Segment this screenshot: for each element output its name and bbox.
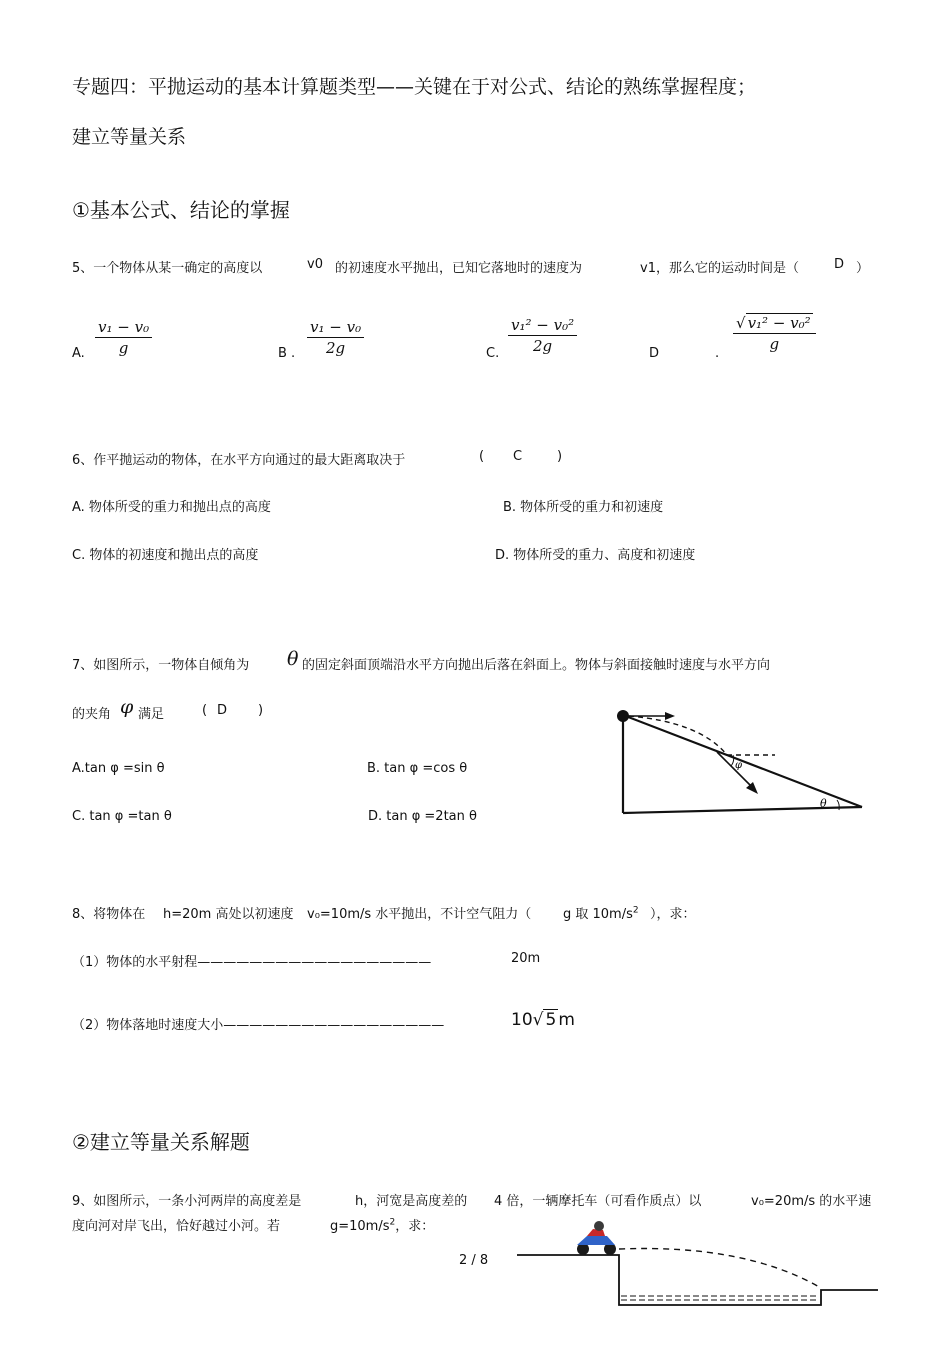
q7-line2-a: 的夹角 — [72, 707, 112, 722]
q6-option-a: A. 物体所受的重力和抛出点的高度 — [72, 500, 271, 515]
fraction-denominator: 2g — [325, 339, 346, 357]
q5-option-d-dot: . — [715, 346, 720, 361]
q8-answer-1: 20m — [511, 951, 541, 966]
q6-option-c: C. 物体的初速度和抛出点的高度 — [72, 548, 259, 563]
q5-option-c-label: C. — [486, 346, 500, 361]
q7-answer: D — [217, 703, 228, 718]
q8-part-1: （1）物体的水平射程—————————————————— — [72, 955, 432, 970]
q8-g-exp: 2 — [632, 905, 639, 916]
fraction-numerator: v₁ − v₀ — [307, 318, 364, 338]
title-line-2: 建立等量关系 — [72, 126, 187, 148]
page-number: 2 / 8 — [459, 1253, 489, 1268]
q9-stem-a: 9、如图所示，一条小河两岸的高度差是 — [72, 1194, 302, 1209]
q9-v0: v₀=20m/s 的水平速 — [751, 1194, 872, 1209]
q7-option-c: C. tan φ =tan θ — [72, 809, 172, 824]
q5-option-b-label: B . — [278, 346, 296, 361]
q7-incline-figure — [605, 700, 870, 820]
q8-stem-end: ），求： — [650, 907, 696, 922]
q5-option-c-fraction — [508, 316, 577, 355]
q5-option-d-label: D — [649, 346, 660, 361]
q6-option-d: D. 物体所受的重力、高度和初速度 — [495, 548, 696, 563]
q5-close: ） — [856, 261, 870, 276]
fraction-numerator: v₁ − v₀ — [95, 318, 152, 338]
q5-option-a-fraction — [95, 318, 152, 357]
q8-g-text: g 取 10m/s — [563, 907, 633, 922]
q7-close: ) — [258, 703, 264, 718]
q7-theta-symbol: θ — [287, 648, 299, 670]
q8-stem-a: 8、将物体在 — [72, 907, 146, 922]
q6-option-b: B. 物体所受的重力和初速度 — [503, 500, 664, 515]
q6-close: ) — [557, 449, 563, 464]
q9-line2-a: 度向河对岸飞出，恰好越过小河。若 — [72, 1219, 281, 1234]
q7-option-a: A.tan φ =sin θ — [72, 761, 165, 776]
fraction-numerator: v₁² − v₀² — [508, 316, 577, 336]
q8-part-2: （2）物体落地时速度大小————————————————— — [72, 1018, 445, 1033]
q5-v1: v1，那么它的运动时间是（ — [640, 261, 799, 276]
q6-stem: 6、作平抛运动的物体，在水平方向通过的最大距离取决于 — [72, 453, 406, 468]
answer-unit: m — [558, 1010, 575, 1030]
section-heading-1: ①基本公式、结论的掌握 — [72, 198, 290, 222]
q6-answer: C — [513, 449, 523, 464]
q7-stem-a: 7、如图所示，一物体自倾角为 — [72, 658, 250, 673]
fraction-denominator: g — [118, 339, 129, 357]
q5-stem-a: 5、一个物体从某一确定的高度以 — [72, 261, 263, 276]
q9-g-text: g=10m/s — [330, 1219, 390, 1234]
q8-answer-2: 10√ 5 m — [511, 1010, 575, 1030]
q8-g — [563, 903, 639, 922]
radicand: v₁² − v₀² — [747, 314, 811, 332]
fraction-denominator: g — [769, 335, 780, 353]
q9-four-times: 4 倍，一辆摩托车（可看作质点）以 — [494, 1194, 702, 1209]
section-heading-2: ②建立等量关系解题 — [72, 1130, 250, 1154]
title-line-1: 专题四：平抛运动的基本计算题类型——关键在于对公式、结论的熟练掌握程度； — [72, 76, 757, 98]
q8-height: h=20m 高处以初速度 — [163, 907, 294, 922]
answer-radicand: 5 — [545, 1010, 557, 1030]
q7-option-d: D. tan φ =2tan θ — [368, 809, 477, 824]
q5-stem-b: 的初速度水平抛出，已知它落地时的速度为 — [335, 261, 583, 276]
q7-phi-symbol: φ — [120, 696, 134, 718]
q9-line2-b: ，求： — [395, 1219, 435, 1234]
q9-g-exp: 2 — [389, 1217, 396, 1228]
q5-answer: D — [834, 257, 845, 272]
q6-open: ( — [479, 449, 485, 464]
q9-height: h，河宽是高度差的 — [355, 1194, 468, 1209]
q5-v0: v0 — [307, 257, 323, 272]
fraction-denominator: 2g — [532, 337, 553, 355]
ball — [617, 710, 629, 722]
fraction-numerator: √ v₁² − v₀² — [733, 314, 816, 334]
q5-option-b-fraction — [307, 318, 364, 357]
q7-line2-b: 满足 — [138, 707, 165, 722]
fig-phi-label: φ — [735, 760, 743, 771]
q7-stem-b: 的固定斜面顶端沿水平方向抛出后落在斜面上。物体与斜面接触时速度与水平方向 — [302, 658, 771, 673]
q7-option-b: B. tan φ =cos θ — [367, 761, 468, 776]
q9-g — [330, 1215, 434, 1234]
fig-theta-label: θ — [820, 797, 827, 810]
q5-option-d-fraction — [733, 314, 816, 353]
q7-open: ( — [202, 703, 208, 718]
q5-option-a-label: A. — [72, 346, 85, 361]
q9-river-figure — [515, 1218, 880, 1310]
motorcycle-icon — [577, 1221, 616, 1255]
q8-v0: v₀=10m/s 水平抛出，不计空气阻力（ — [307, 907, 532, 922]
answer-coef: 10 — [511, 1010, 533, 1030]
